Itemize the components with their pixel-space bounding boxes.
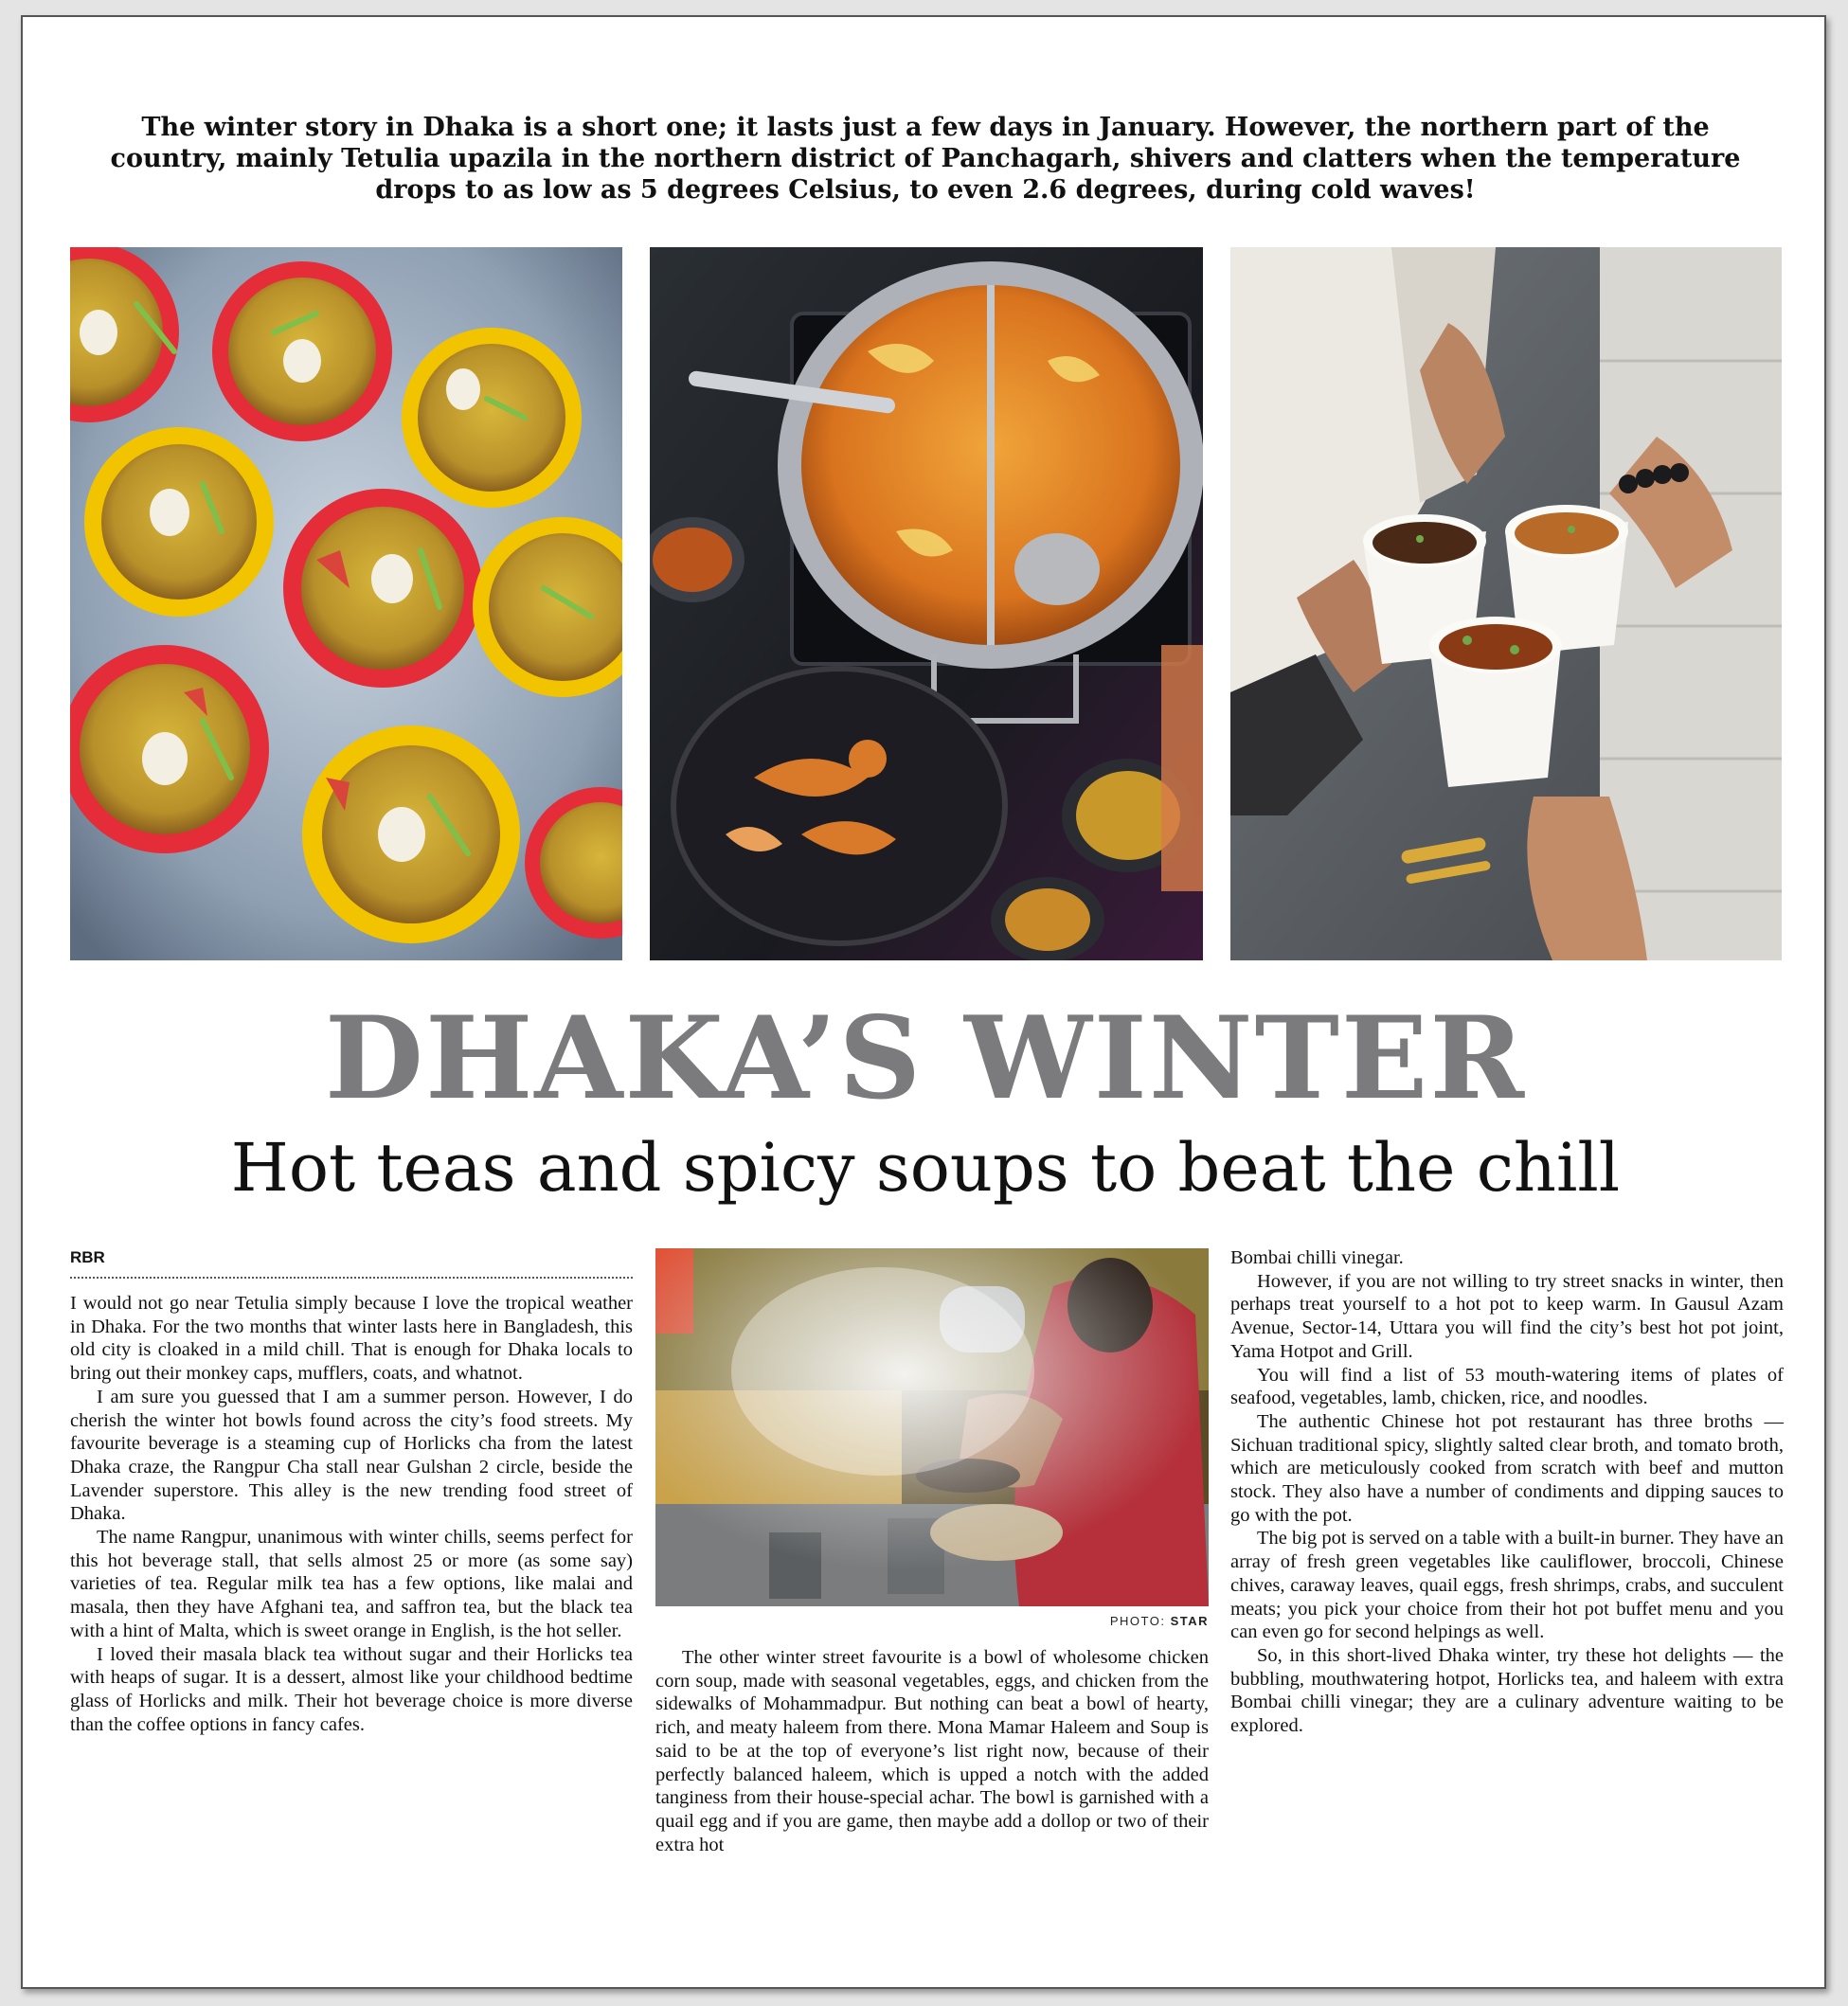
photo-credit-label: PHOTO: — [1109, 1614, 1166, 1628]
article-column-3 — [1230, 1246, 1784, 1738]
paragraph: The name Rangpur, unanimous with winter chills, seems perfect for this hot beverage stall, that sells almost 25 or more (as some say) varieties of tea. Regular milk tea has a few options, like malai and masala, then they have Afghani tea, and saffron tea, but the black tea with a hint of Malta, which is sweet orange in English, is the hot seller. — [70, 1527, 633, 1641]
photo-haleem-bowls — [70, 247, 622, 960]
paragraph: The big pot is served on a table with a built-in burner. They have an array of fresh green vegetables like cauliflower, broccoli, Chinese chives, caraway leaves, quail eggs, fresh shrimps, crabs, and succulent meats; you pick your choice from their hot pot buffet menu and you can even go for second helpings as well. — [1230, 1528, 1784, 1643]
paragraph: So, in this short-lived Dhaka winter, try these hot delights — the bubbling, mouthwatering hotpot, Horlicks tea, and haleem with extra Bombai chilli vinegar; they are a culinary adventure waiting to be explored. — [1230, 1644, 1784, 1737]
paragraph-continuation: Bombai chilli vinegar. — [1230, 1247, 1404, 1268]
headline: Hot teas and spicy soups to beat the chill — [230, 1129, 1621, 1207]
photo-credit-source: STAR — [1170, 1614, 1209, 1628]
newspaper-page — [21, 15, 1826, 1989]
byline: RBR — [70, 1248, 105, 1266]
paragraph: I am sure you guessed that I am a summer person. However, I do cherish the winter hot bowls found across the city’s food streets. My favourite beverage is a steaming cup of Horlicks cha from the latest Dhaka craze, the Rangpur Cha stall near Gulshan 2 circle, beside the Lavender superstore. This alley is the new trending food street of Dhaka. — [70, 1386, 633, 1525]
paragraph: You will find a list of 53 mouth-watering items of plates of seafood, vegetables, lamb, chicken, rice, and noodles. — [1230, 1364, 1784, 1409]
article-column-1 — [70, 1292, 633, 1736]
article-column-2 — [655, 1646, 1209, 1856]
paragraph: However, if you are not willing to try street snacks in winter, then perhaps treat yourself to a hot pot to keep warm. In Gausul Azam Avenue, Sector-14, Uttara you will find the city’s best hot pot joint, Yama Hotpot and Grill. — [1230, 1270, 1784, 1362]
paragraph: I would not go near Tetulia simply because I love the tropical weather in Dhaka. For the two months that winter lasts here in Bangladesh, this old city is cloaked in a mild chill. That is enough for Dhaka locals to bring out their monkey caps, mufflers, coats, and whatnot. — [70, 1293, 633, 1385]
standfirst: The winter story in Dhaka is a short one; it lasts just a few days in January. However, the northern part of the country, mainly Tetulia upazila in the northern district of Panchagarh, shivers and clatters when the temperature drops to as low as 5 degrees Celsius, to even 2.6 degrees, during cold waves! — [110, 113, 1741, 205]
photo-soup-cups — [1230, 247, 1782, 960]
kicker-title: DHAKA’S WINTER — [324, 992, 1527, 1125]
paragraph: I loved their masala black tea without sugar and their Horlicks tea with heaps of sugar. It is a dessert, almost like your childhood bedtime glass of Horlicks and milk. Their hot beverage choice is more diverse than the coffee options in fancy cafes. — [70, 1643, 633, 1735]
photo-credit — [655, 1614, 1209, 1628]
paragraph: The authentic Chinese hot pot restaurant has three broths — Sichuan traditional spicy, slightly salted clear broth, and tomato broth, which are meticulously cooked from scratch with beef and mutton stock. They also have a number of condiments and dipping sauces to go with the pot. — [1230, 1410, 1784, 1526]
photo-tea-stall — [655, 1248, 1209, 1606]
dotted-rule — [70, 1277, 633, 1279]
photo-hot-pot — [650, 247, 1203, 960]
paragraph: The other winter street favourite is a bowl of wholesome chicken corn soup, made with seasonal vegetables, eggs, and chicken from the sidewalks of Mohammadpur. But nothing can beat a bowl of hearty, rich, and meaty haleem from there. Mona Mamar Haleem and Soup is said to be at the top of everyone’s list right now, because of their perfectly balanced haleem, which is upped a notch with the added tanginess from their house-special achar. The bowl is garnished with a quail egg and if you are game, then maybe add a dollop or two of their extra hot — [655, 1647, 1209, 1855]
